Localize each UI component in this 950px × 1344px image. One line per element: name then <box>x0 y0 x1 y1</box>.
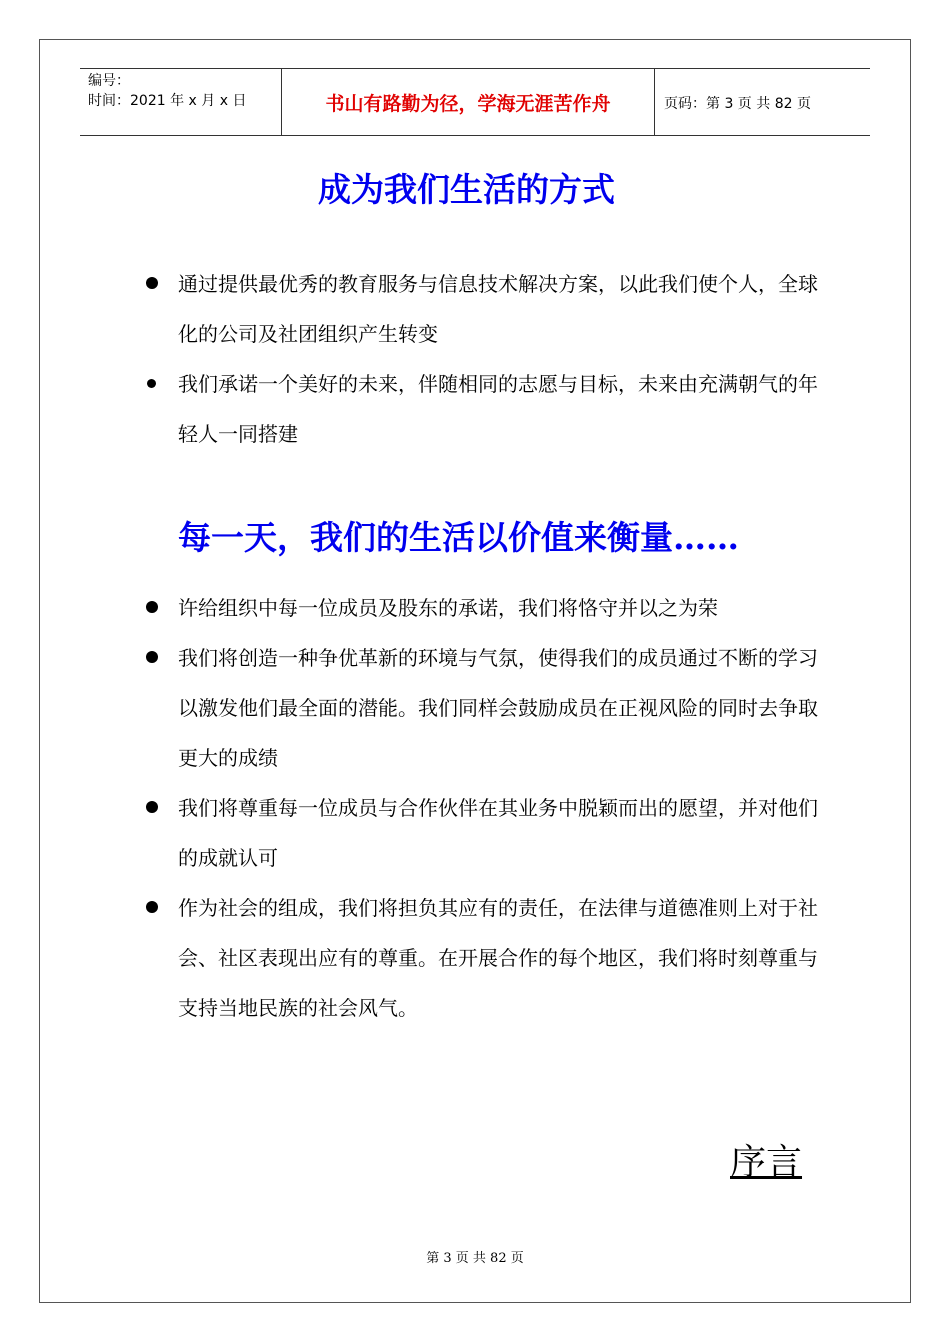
bullet-icon <box>146 277 158 289</box>
list-item <box>140 583 820 633</box>
bullet-icon <box>146 901 158 913</box>
doc-date: 时间：2021 年 x 月 x 日 <box>88 93 247 109</box>
page-footer: 第 3 页 共 82 页 <box>426 1251 524 1266</box>
bullet-icon <box>146 651 158 663</box>
preface-heading: 序言 <box>730 1142 803 1183</box>
list-item-text: 通过提供最优秀的教育服务与信息技术解决方案，以此我们使个人，全球化的公司及社团组织产生转变 <box>178 272 818 346</box>
list-item-text: 我们将尊重每一位成员与合作伙伴在其业务中脱颖而出的愿望，并对他们的成就认可 <box>178 796 818 870</box>
header-meta <box>88 71 246 111</box>
section2-list <box>140 583 820 1033</box>
header-motto: 书山有路勤为径，学海无涯苦作舟 <box>281 69 655 135</box>
list-item-text: 我们将创造一种争优革新的环境与气氛，使得我们的成员通过不断的学习以激发他们最全面的潜能。我们同样会鼓励成员在正视风险的同时去争取更大的成绩 <box>178 646 818 770</box>
bullet-icon <box>146 601 158 613</box>
doc-number-label: 编号： <box>88 73 130 89</box>
section1-list <box>140 259 820 459</box>
bullet-icon <box>146 801 158 813</box>
list-item <box>140 359 820 459</box>
list-item <box>140 783 820 883</box>
header-page-info: 页码：第 3 页 共 82 页 <box>664 96 811 112</box>
list-item-text: 许给组织中每一位成员及股东的承诺，我们将恪守并以之为荣 <box>178 596 718 620</box>
list-item-text: 作为社会的组成，我们将担负其应有的责任，在法律与道德准则上对于社会、社区表现出应有的尊重。在开展合作的每个地区，我们将时刻尊重与支持当地民族的社会风气。 <box>178 896 818 1020</box>
bullet-icon <box>147 379 156 388</box>
list-item <box>140 259 820 359</box>
section-title-way-of-life: 成为我们生活的方式 <box>318 170 615 209</box>
list-item-text: 我们承诺一个美好的未来，伴随相同的志愿与目标，未来由充满朝气的年轻人一同搭建 <box>178 372 818 446</box>
list-item <box>140 883 820 1033</box>
document-header <box>80 68 870 136</box>
list-item <box>140 633 820 783</box>
section-title-values: 每一天，我们的生活以价值来衡量…… <box>178 518 739 557</box>
